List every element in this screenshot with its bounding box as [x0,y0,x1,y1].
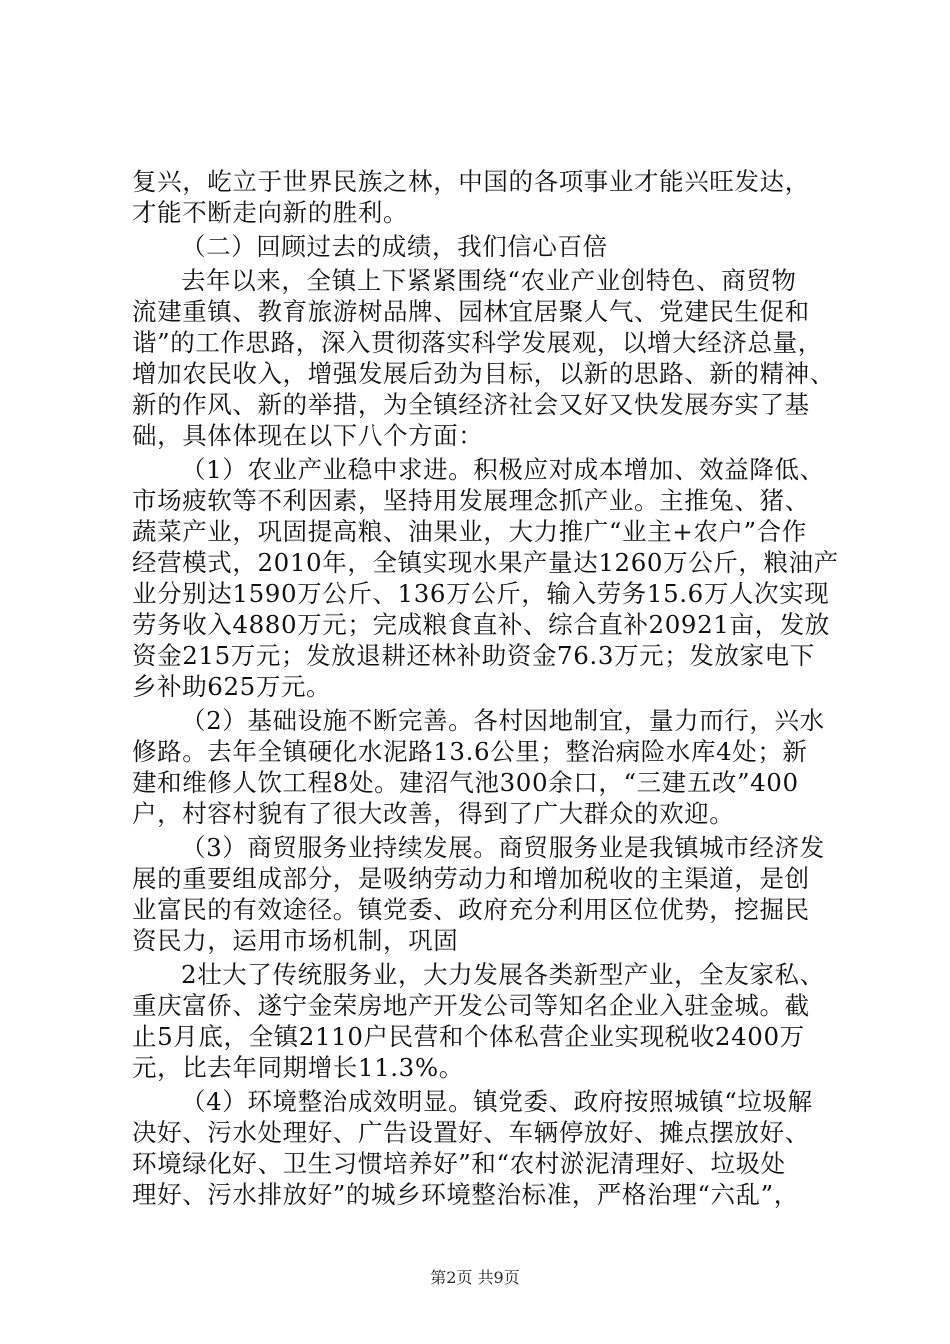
text-line: （1）农业产业稳中求进。积极应对成本增加、效益降低、 [181,455,825,484]
text-line: 流建重镇、教育旅游树品牌、园林宜居聚人气、党建民生促和 [132,297,810,326]
text-line: 复兴，屹立于世界民族之林，中国的各项事业才能兴旺发达， [132,167,810,196]
paragraph-commerce-continued [132,959,832,1083]
text-line: 劳务收入4880万元；完成粮食直补、综合直补20921亩，发放 [132,610,830,639]
text-line: 才能不断走向新的胜利。 [132,198,409,227]
text-line: 业分别达1590万公斤、136万公斤，输入劳务15.6万人次实现 [132,579,830,608]
paragraph-overview [132,265,835,451]
text-line: 决好、污水处理好、广告设置好、车辆停放好、摊点摆放好、 [132,1118,810,1147]
text-line: （2）基础设施不断完善。各村因地制宜，量力而行，兴水 [181,706,825,735]
section-heading-2 [132,231,832,262]
paragraph-commerce [132,832,832,956]
text-line: （3）商贸服务业持续发展。商贸服务业是我镇城市经济发 [181,833,825,862]
paragraph-agriculture [132,454,839,702]
text-line: 资民力，运用市场机制，巩固 [132,926,459,955]
paragraph-infrastructure [132,705,832,829]
text-line: 修路。去年全镇硬化水泥路13.6公里；整治病险水库4处；新 [132,737,808,766]
text-line: （4）环境整治成效明显。镇党委、政府按照城镇“垃圾解 [181,1087,813,1116]
text-line: 环境绿化好、卫生习惯培养好”和“农村淤泥清理好、垃圾处 [132,1149,786,1178]
text-line: 础，具体体现在以下八个方面： [132,421,484,450]
text-line: 元，比去年同期增长11.3%。 [132,1053,464,1082]
text-line: 增加农民收入，增强发展后劲为目标，以新的思路、新的精神、 [132,359,835,388]
text-line: 去年以来，全镇上下紧紧围绕“农业产业创特色、商贸物 [181,266,797,295]
text-line: 经营模式，2010年，全镇实现水果产量达1260万公斤，粮油产 [132,548,839,577]
text-line: 蔬菜产业，巩固提高粮、油果业，大力推广“业主+农户”合作 [132,517,807,546]
text-line: 重庆富侨、遂宁金荣房地产开发公司等知名企业入驻金城。截 [132,991,810,1020]
text-line: 2壮大了传统服务业，大力发展各类新型产业，全友家私、 [181,960,825,989]
text-line: 户，村容村貌有了很大改善，得到了广大群众的欢迎。 [132,799,735,828]
text-line: 新的作风、新的举措，为全镇经济社会又好又快发展夯实了基 [132,390,810,419]
text-line: 谐”的工作思路，深入贯彻落实科学发展观，以增大经济总量， [132,328,823,357]
document-body [132,166,839,1210]
text-line: 乡补助625万元。 [132,672,332,701]
text-line: 资金215万元；发放退耕还林补助资金76.3万元；发放家电下 [132,641,815,670]
text-line: 市场疲软等不利因素，坚持用发展理念抓产业。主推兔、猪、 [132,486,810,515]
page-footer [0,1268,950,1288]
text-line: 业富民的有效途径。镇党委、政府充分利用区位优势，挖掘民 [132,895,810,924]
paragraph-intro-continued [132,166,832,228]
text-line: 理好、污水排放好”的城乡环境整治标准，严格治理“六乱”， [132,1180,799,1209]
text-line: 建和维修人饮工程8处。建沼气池300余口，“三建五改”400 [132,768,799,797]
paragraph-environment [132,1086,832,1210]
text-line: 展的重要组成部分，是吸纳劳动力和增加税收的主渠道，是创 [132,864,810,893]
text-line: （二）回顾过去的成绩，我们信心百倍 [181,232,608,261]
page-number: 第2页 共9页 [430,1268,520,1287]
text-line: 止5月底，全镇2110户民营和个体私营企业实现税收2400万 [132,1022,805,1051]
